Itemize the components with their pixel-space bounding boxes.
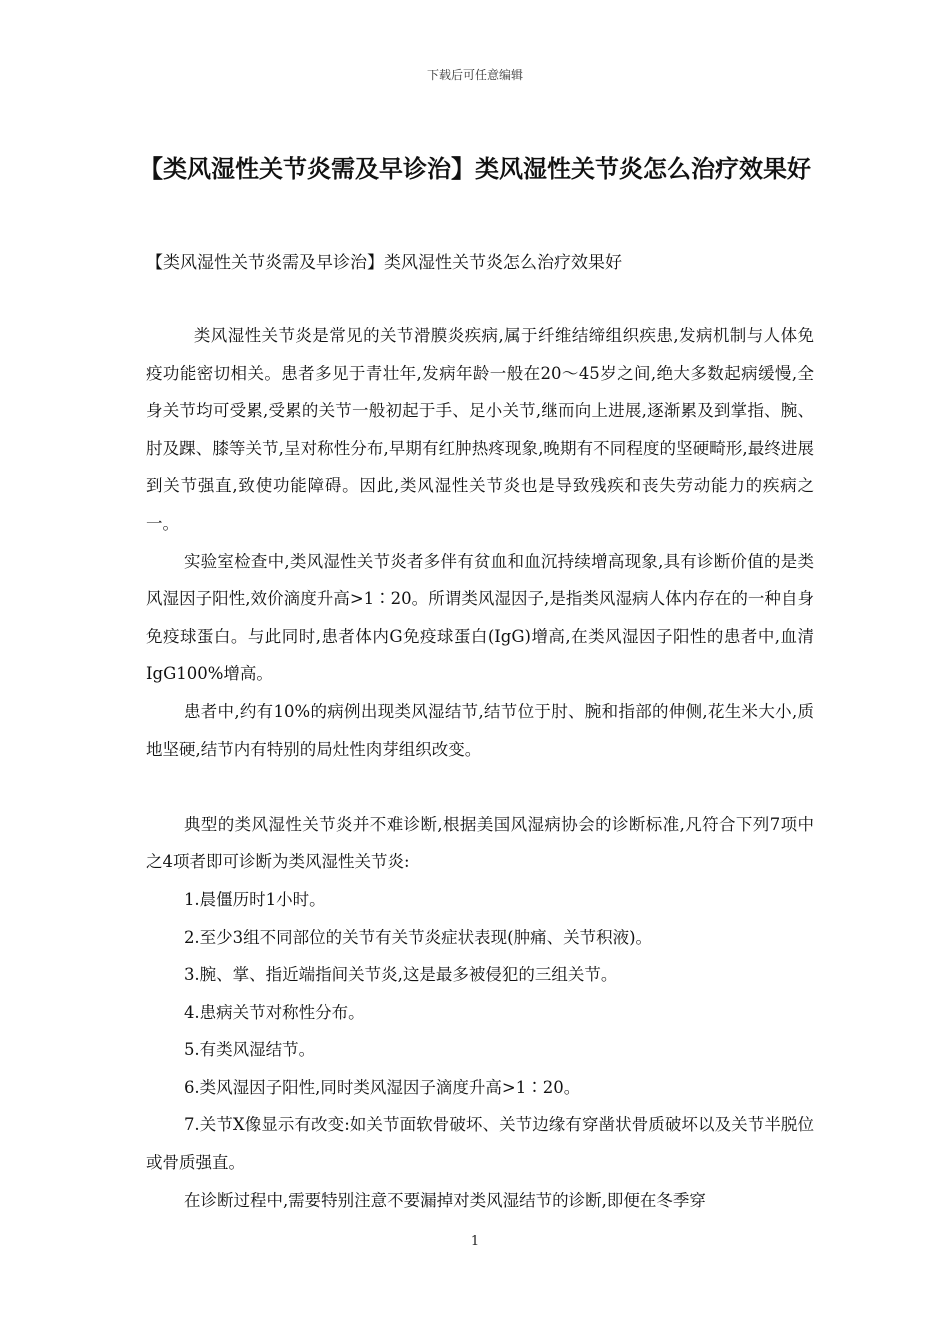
criteria-item-2: 2.至少3组不同部位的关节有关节炎症状表现(肿痛、关节积液)。 <box>183 927 653 947</box>
header-note: 下载后可任意编辑 <box>426 68 523 82</box>
document-body <box>146 317 814 1219</box>
criteria-item-4: 4.患病关节对称性分布。 <box>183 1002 365 1022</box>
paragraph-nodule-check: 在诊断过程中,需要特别注意不要漏掉对类风湿结节的诊断,即便在冬季穿 <box>183 1190 706 1210</box>
page-number: 1 <box>470 1234 480 1249</box>
paragraph-spacer <box>146 768 814 806</box>
criteria-item-6: 6.类风湿因子阳性,同时类风湿因子滴度升高>1∶20。 <box>183 1077 581 1097</box>
paragraph-lab-tests: 实验室检查中,类风湿性关节炎者多伴有贫血和血沉持续增高现象,具有诊断价值的是类风湿因子阳性,效价滴度升高>1∶20。所谓类风湿因子,是指类风湿病人体内存在的一种自身免疫球蛋白。与此同时,患者体内G免疫球蛋白(IgG)增高,在类风湿因子阳性的患者中,血清IgG100%增高。 <box>146 551 814 684</box>
criteria-item-1: 1.晨僵历时1小时。 <box>183 889 326 909</box>
criteria-item-5: 5.有类风湿结节。 <box>183 1040 316 1060</box>
criteria-item-7: 7.关节X像显示有改变:如关节面软骨破坏、关节边缘有穿凿状骨质破坏以及关节半脱位或骨质强直。 <box>146 1115 814 1173</box>
paragraph-nodules: 患者中,约有10%的病例出现类风湿结节,结节位于肘、腕和指部的伸侧,花生米大小,质地坚硬,结节内有特别的局灶性肉芽组织改变。 <box>146 701 814 759</box>
document-title: 【类风湿性关节炎需及早诊治】类风湿性关节炎怎么治疗效果好 <box>139 155 811 183</box>
criteria-item-3: 3.腕、掌、指近端指间关节炎,这是最多被侵犯的三组关节。 <box>183 965 618 985</box>
paragraph-intro: 类风湿性关节炎是常见的关节滑膜炎疾病,属于纤维结缔组织疾患,发病机制与人体免疫功能密切相关。患者多见于青壮年,发病年龄一般在20～45岁之间,绝大多数起病缓慢,全身关节均可受累,受累的关节一般初起于手、足小关节,继而向上进展,逐渐累及到掌指、腕、肘及踝、膝等关节,呈对称性分布,早期有红肿热疼现象,晚期有不同程度的坚硬畸形,最终进展到关节强直,致使功能障碍。因此,类风湿性关节炎也是导致残疾和丧失劳动能力的疾病之一。 <box>146 326 814 533</box>
paragraph-diagnosis: 典型的类风湿性关节炎并不难诊断,根据美国风湿病协会的诊断标准,凡符合下列7项中之4项者即可诊断为类风湿性关节炎: <box>146 814 814 872</box>
document-subtitle: 【类风湿性关节炎需及早诊治】类风湿性关节炎怎么治疗效果好 <box>146 253 622 273</box>
